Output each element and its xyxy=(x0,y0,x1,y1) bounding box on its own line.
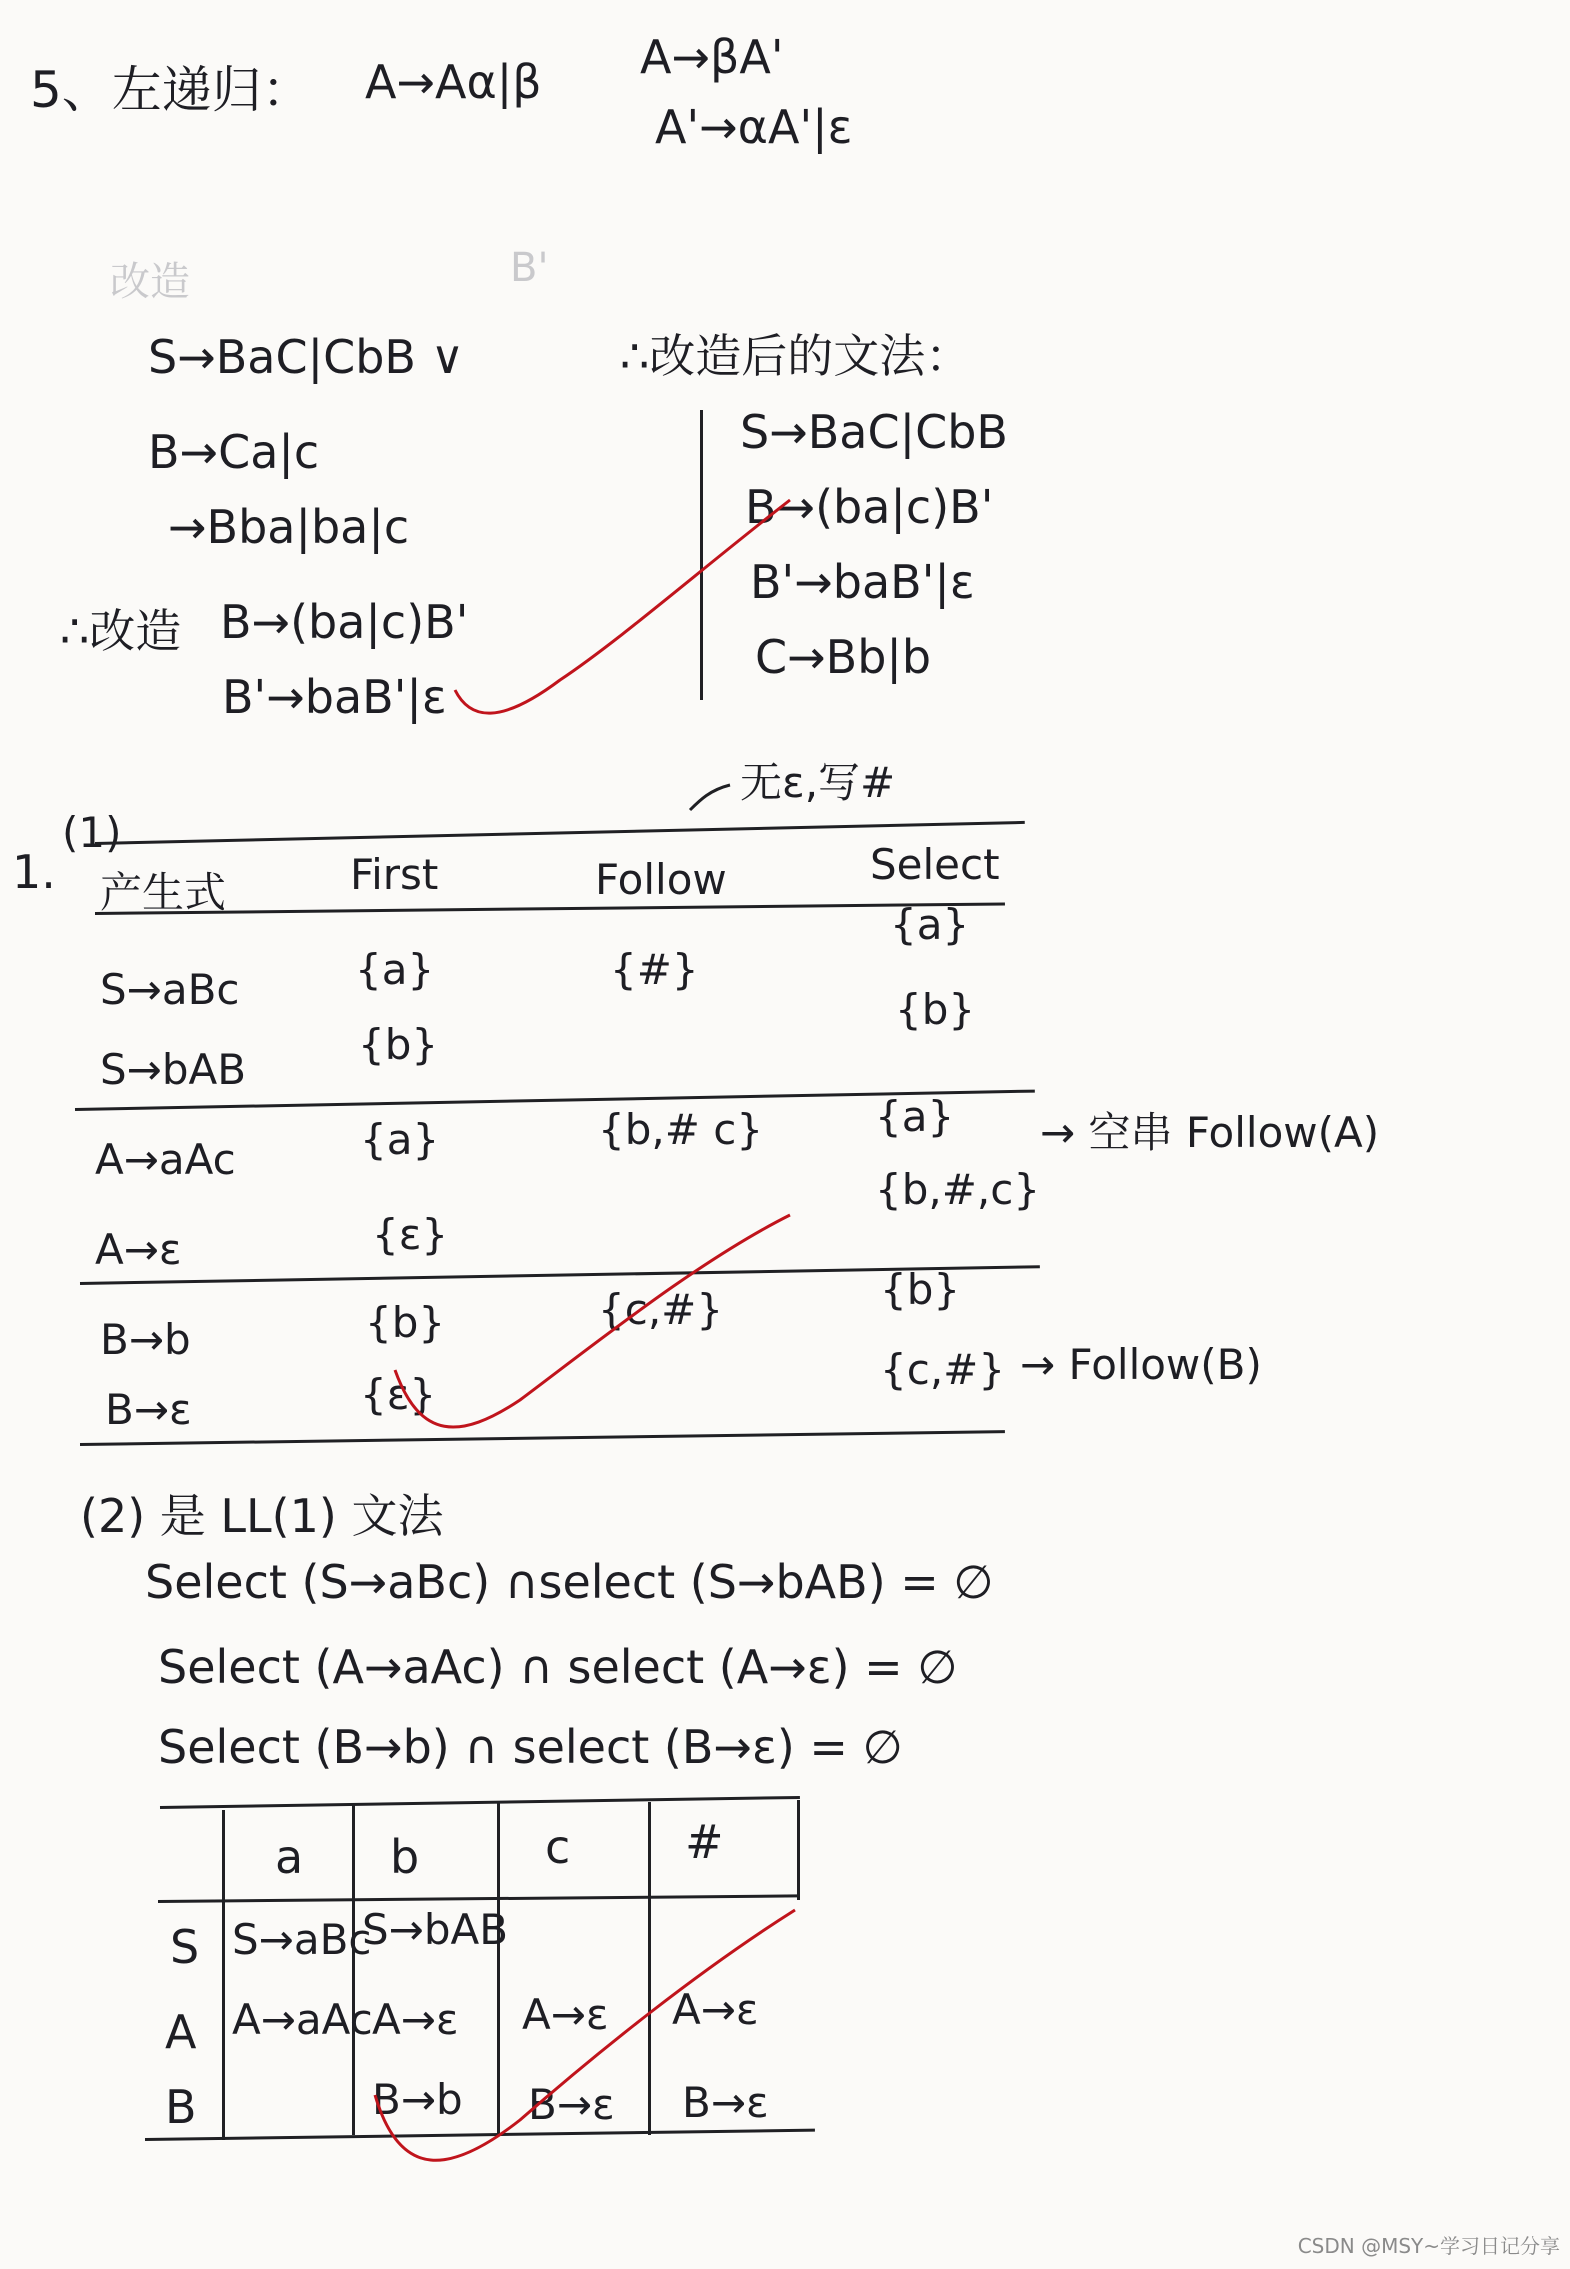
result-line-3: B'→baB'|ε xyxy=(750,555,975,609)
result-line-4: C→Bb|b xyxy=(755,630,932,684)
faint-text-2: B' xyxy=(510,245,549,291)
parse-cell: A→ε xyxy=(672,1985,759,2034)
grammar-line-3: →Bba|ba|c xyxy=(168,500,410,554)
note-no-epsilon: 无ε,写# xyxy=(740,758,896,807)
parse-cell: A→ε xyxy=(522,1990,609,2039)
row-production: B→b xyxy=(100,1315,191,1364)
row-first: {ε} xyxy=(372,1210,449,1259)
red-check-icon xyxy=(395,1215,790,1427)
red-check-icon xyxy=(375,1910,795,2160)
transform-b: B→(ba|c)B' xyxy=(220,595,469,649)
transform-b-prime: B'→baB'|ε xyxy=(222,670,447,724)
row-production: A→ε xyxy=(95,1225,182,1274)
parse-cell: B→b xyxy=(372,2075,463,2124)
parse-header-c: c xyxy=(545,1820,571,1874)
red-check-icon xyxy=(455,500,790,713)
result-title: ∴改造后的文法： xyxy=(620,329,972,383)
parse-header-a: a xyxy=(275,1830,304,1884)
transform-label: ∴改造 xyxy=(60,604,182,658)
watermark: CSDN @MSY~学习日记分享 xyxy=(1297,2234,1560,2258)
faint-text-1: 改造 xyxy=(110,259,190,305)
row-first: {a} xyxy=(355,945,435,994)
row-follow: {c,#} xyxy=(598,1285,724,1334)
part-2-heading: (2) 是 LL(1) 文法 xyxy=(80,1489,444,1543)
parse-cell: B→ε xyxy=(528,2080,615,2129)
parse-row-label: A xyxy=(165,2005,197,2059)
row-select: {a} xyxy=(875,1092,955,1141)
parse-cell: S→aBc xyxy=(232,1915,372,1964)
parse-cell: B→ε xyxy=(682,2078,769,2127)
result-line-1: S→BaC|CbB xyxy=(740,405,1008,459)
row-select: {c,#} xyxy=(880,1345,1006,1394)
row-first: {b} xyxy=(365,1298,446,1347)
row-first: {ε} xyxy=(360,1370,437,1419)
grammar-line-1: S→BaC|CbB ∨ xyxy=(148,330,465,384)
row-select: {b,#,c} xyxy=(875,1165,1041,1214)
transform-line-1: A→βA' xyxy=(640,30,784,84)
part-1-label: (1) xyxy=(62,808,122,857)
select-line-3: Select (B→b) ∩ select (B→ε) = ∅ xyxy=(158,1720,903,1774)
result-line-2: B→(ba|c)B' xyxy=(745,480,994,534)
problem-number: 1. xyxy=(12,845,56,899)
header-select: Select xyxy=(870,840,1000,889)
annotation-follow-b: → Follow(B) xyxy=(1020,1340,1262,1389)
row-first: {b} xyxy=(358,1020,439,1069)
parse-row-label: S xyxy=(170,1920,200,1974)
arrow-icon xyxy=(690,785,730,810)
row-production: S→aBc xyxy=(100,965,240,1014)
transform-line-2: A'→αA'|ε xyxy=(655,100,853,154)
grammar-line-2: B→Ca|c xyxy=(148,425,320,479)
row-select: {a} xyxy=(890,900,970,949)
parse-cell: S→bAB xyxy=(362,1905,509,1954)
section-heading: 5、左递归： xyxy=(30,61,312,119)
parse-cell: A→ε xyxy=(372,1995,459,2044)
select-line-1: Select (S→aBc) ∩select (S→bAB) = ∅ xyxy=(145,1555,994,1609)
row-production: A→aAc xyxy=(95,1135,236,1184)
annotation-follow-a: → 空串 Follow(A) xyxy=(1040,1108,1380,1157)
row-select: {b} xyxy=(880,1265,961,1314)
row-follow: {b,# c} xyxy=(598,1105,764,1154)
parse-header-hash: # xyxy=(685,1815,724,1869)
parse-cell: A→aAc xyxy=(232,1995,373,2044)
parse-header-b: b xyxy=(390,1830,420,1884)
row-production: S→bAB xyxy=(100,1045,247,1094)
left-recursion-rule: A→Aα|β xyxy=(365,55,542,109)
row-follow: {#} xyxy=(610,945,699,994)
select-line-2: Select (A→aAc) ∩ select (A→ε) = ∅ xyxy=(158,1640,958,1694)
parse-row-label: B xyxy=(165,2080,197,2134)
row-first: {a} xyxy=(360,1115,440,1164)
row-production: B→ε xyxy=(105,1385,192,1434)
row-select: {b} xyxy=(895,985,976,1034)
header-first: First xyxy=(350,850,439,899)
header-production: 产生式 xyxy=(100,868,227,917)
header-follow: Follow xyxy=(595,855,727,904)
